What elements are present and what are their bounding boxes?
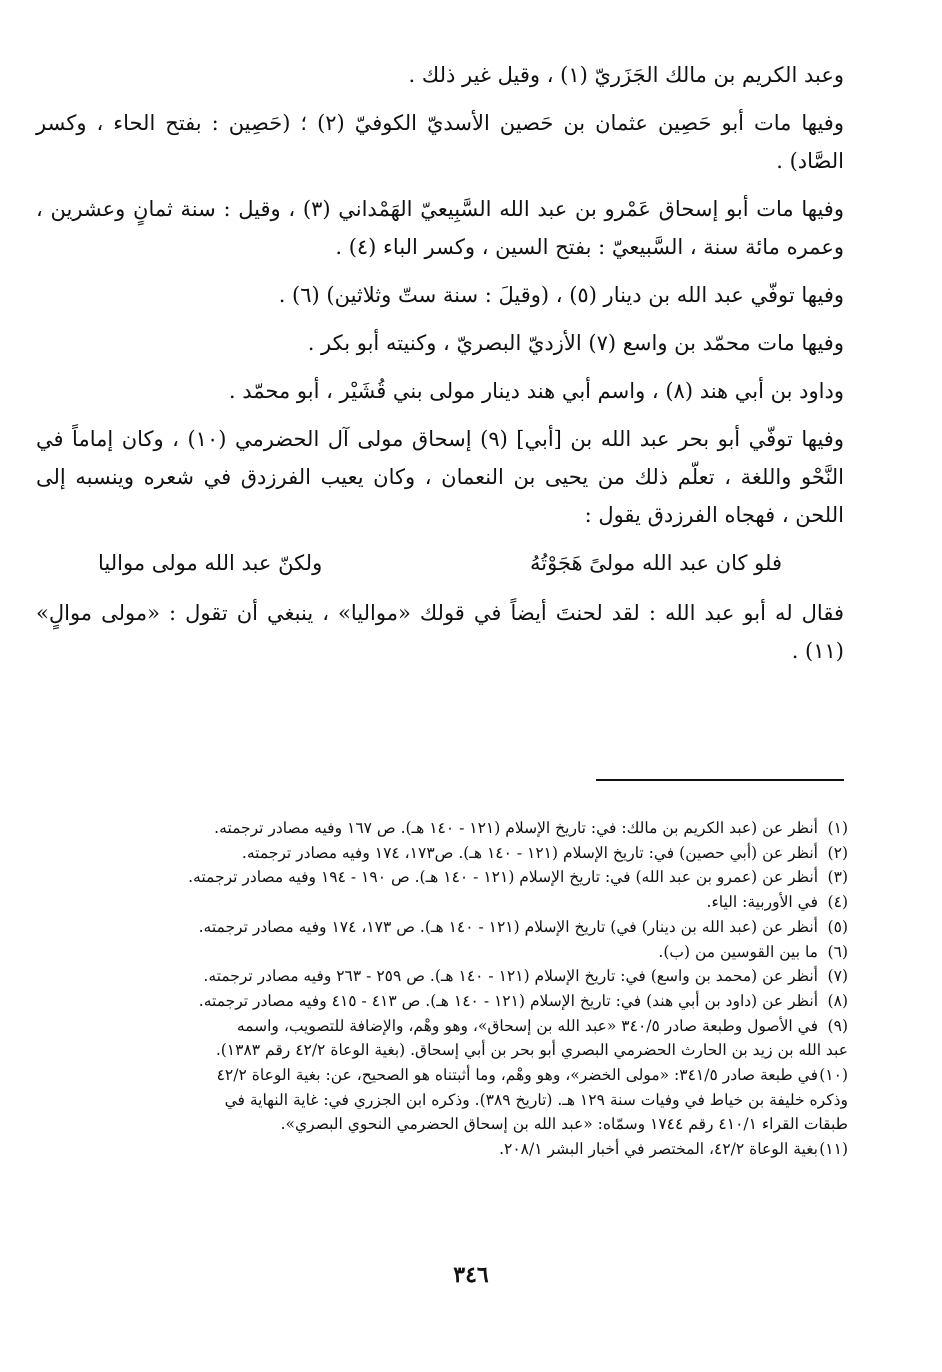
footnote-text: طبقات القراء ٤١٠/١ رقم ١٧٤٤ وسمّاه: «عبد الله بن إسحاق الحضرمي النحوي البصري». — [280, 1115, 848, 1134]
footnote-number: (١) — [827, 819, 848, 837]
footnote-number: (٤) — [827, 893, 848, 912]
footnote-number: (١١) — [819, 1140, 848, 1159]
verse-second-hemistich: ولكنّ عبد الله مولى مواليا — [98, 551, 323, 575]
footnote-line — [40, 1112, 848, 1137]
footnote-text: أنظر عن (عبد الكريم بن مالك: في: تاريخ الإسلام (١٢١ - ١٤٠ هـ). ص ١٦٧ وفيه مصادر ترجمته. — [214, 819, 818, 837]
paragraph-3: وفيها مات أبو إسحاق عَمْرو بن عبد الله السَّبِيعيّ الهَمْداني (٣) ، وقيل : سنة ثمانٍ وعشرين ، وعمره مائة سنة ، السَّبيعيّ : بفتح السين ، وكسر الباء (٤) . — [36, 197, 844, 259]
verse-first-hemistich: فلو كان عبد الله مولىً هَجَوْتُهُ — [530, 551, 782, 575]
footnote-number: (٣) — [827, 868, 848, 887]
footnote-text: عبد الله بن زيد بن الحارث الحضرمي البصري أبو بحر بن أبي إسحاق. (بغية الوعاة ٤٢/٢ رقم ١٣٨٣). — [215, 1041, 848, 1060]
poetry-verse — [98, 544, 782, 582]
footnote-number: (٧) — [827, 967, 848, 986]
footnote-line — [40, 1137, 848, 1162]
footnote-line — [40, 940, 848, 965]
footnote-line — [40, 964, 848, 989]
footnote-text: أنظر عن (عمرو بن عبد الله) في: تاريخ الإسلام (١٢١ - ١٤٠ هـ). ص ١٩٠ - ١٩٤ وفيه مصادر ترجمته. — [188, 868, 818, 887]
footnote-line — [40, 1014, 848, 1039]
footnote-number: (٦) — [827, 942, 848, 961]
footnote-text: بغية الوعاة ٤٢/٢، المختصر في أخبار البشر ٢٠٨/١. — [499, 1140, 818, 1159]
footnote-line — [40, 816, 848, 841]
footnote-line — [40, 989, 848, 1014]
page-number: ٣٤٦ — [453, 1262, 489, 1288]
paragraph-1: وعبد الكريم بن مالك الجَزَريّ (١) ، وقيل غير ذلك . — [408, 63, 844, 87]
paragraph-5: وفيها مات محمّد بن واسع (٧) الأزديّ البصريّ ، وكنيته أبو بكر . — [307, 331, 844, 355]
paragraph-4: وفيها توفّي عبد الله بن دينار (٥) ، (وقيلَ : سنة ستّ وثلاثين) (٦) . — [278, 283, 844, 307]
footnote-line — [40, 890, 848, 915]
paragraph-2: وفيها مات أبو حَصِين عثمان بن حَصين الأسديّ الكوفيّ (٢) ؛ (حَصِين : بفتح الحاء ، وكسر الصَّاد) . — [36, 111, 844, 173]
footnote-text: أنظر عن (محمد بن واسع) في: تاريخ الإسلام (١٢١ - ١٤٠ هـ). ص ٢٥٩ - ٢٦٣ وفيه مصادر ترجمته. — [203, 967, 818, 986]
footnote-number: (٩) — [827, 1016, 848, 1035]
paragraph-7: وفيها توفّي أبو بحر عبد الله بن [أبي] (٩) إسحاق مولى آل الحضرمي (١٠) ، وكان إماماً في النَّحْو واللغة ، تعلّم ذلك من يحيى بن النعمان ، وكان يعيب الفرزدق في شعره وينسبه إلى اللحن ، فهجاه الفرزدق يقول : — [36, 427, 844, 527]
paragraph-6: وداود بن أبي هند (٨) ، واسم أبي هند دينار مولى بني قُشَيْر ، أبو محمّد . — [228, 379, 844, 403]
paragraph-8: فقال له أبو عبد الله : لقد لحنتَ أيضاً في قولك «مواليا» ، ينبغي أن تقول : «مولى موالٍ» (١١) . — [36, 601, 844, 663]
footnote-number: (٨) — [827, 991, 848, 1010]
footnote-line — [40, 1038, 848, 1063]
footnote-line — [40, 865, 848, 890]
footnote-text: في طبعة صادر ٣٤١/٥: «مولى الخضر»، وهو وهْم، وما أثبتناه هو الصحيح، عن: بغية الوعاة ٤٢/٢ — [216, 1066, 818, 1085]
footnote-number: (٢) — [827, 843, 848, 862]
footnote-text: أنظر عن (أبي حصين) في: تاريخ الإسلام (١٢١ - ١٤٠ هـ). ص١٧٣، ١٧٤ وفيه مصادر ترجمته. — [241, 843, 818, 862]
footnote-line — [40, 841, 848, 866]
footnote-text: أنظر عن (عبد الله بن دينار) في) تاريخ الإسلام (١٢١ - ١٤٠ هـ). ص ١٧٣، ١٧٤ وفيه مصادر ترجمته. — [198, 917, 818, 936]
footnote-number: (١٠) — [819, 1066, 848, 1085]
footnote-text: أنظر عن (داود بن أبي هند) في: تاريخ الإسلام (١٢١ - ١٤٠ هـ). ص ٤١٣ - ٤١٥ وفيه مصادر ترجمته. — [198, 991, 818, 1010]
footnote-text: في الأوربية: الياء. — [706, 893, 818, 912]
footnote-line — [40, 915, 848, 940]
footnotes-section — [40, 816, 848, 1162]
footnote-line — [40, 1088, 848, 1113]
main-text — [36, 56, 844, 680]
footnote-line — [40, 1063, 848, 1088]
footnote-divider — [596, 779, 844, 781]
footnote-number: (٥) — [827, 917, 848, 936]
footnote-text: ما بين القوسين من (ب). — [658, 942, 818, 961]
footnote-text: وذكره خليفة بن خياط في وفيات سنة ١٢٩ هـ. (تاريخ ٣٨٩). وذكره ابن الجزري في: غاية النهاية في — [224, 1090, 848, 1109]
footnote-text: في الأصول وطبعة صادر ٣٤٠/٥ «عبد الله بن إسحاق»، وهو وهْم، والإضافة للتصويب، واسمه — [236, 1016, 818, 1035]
